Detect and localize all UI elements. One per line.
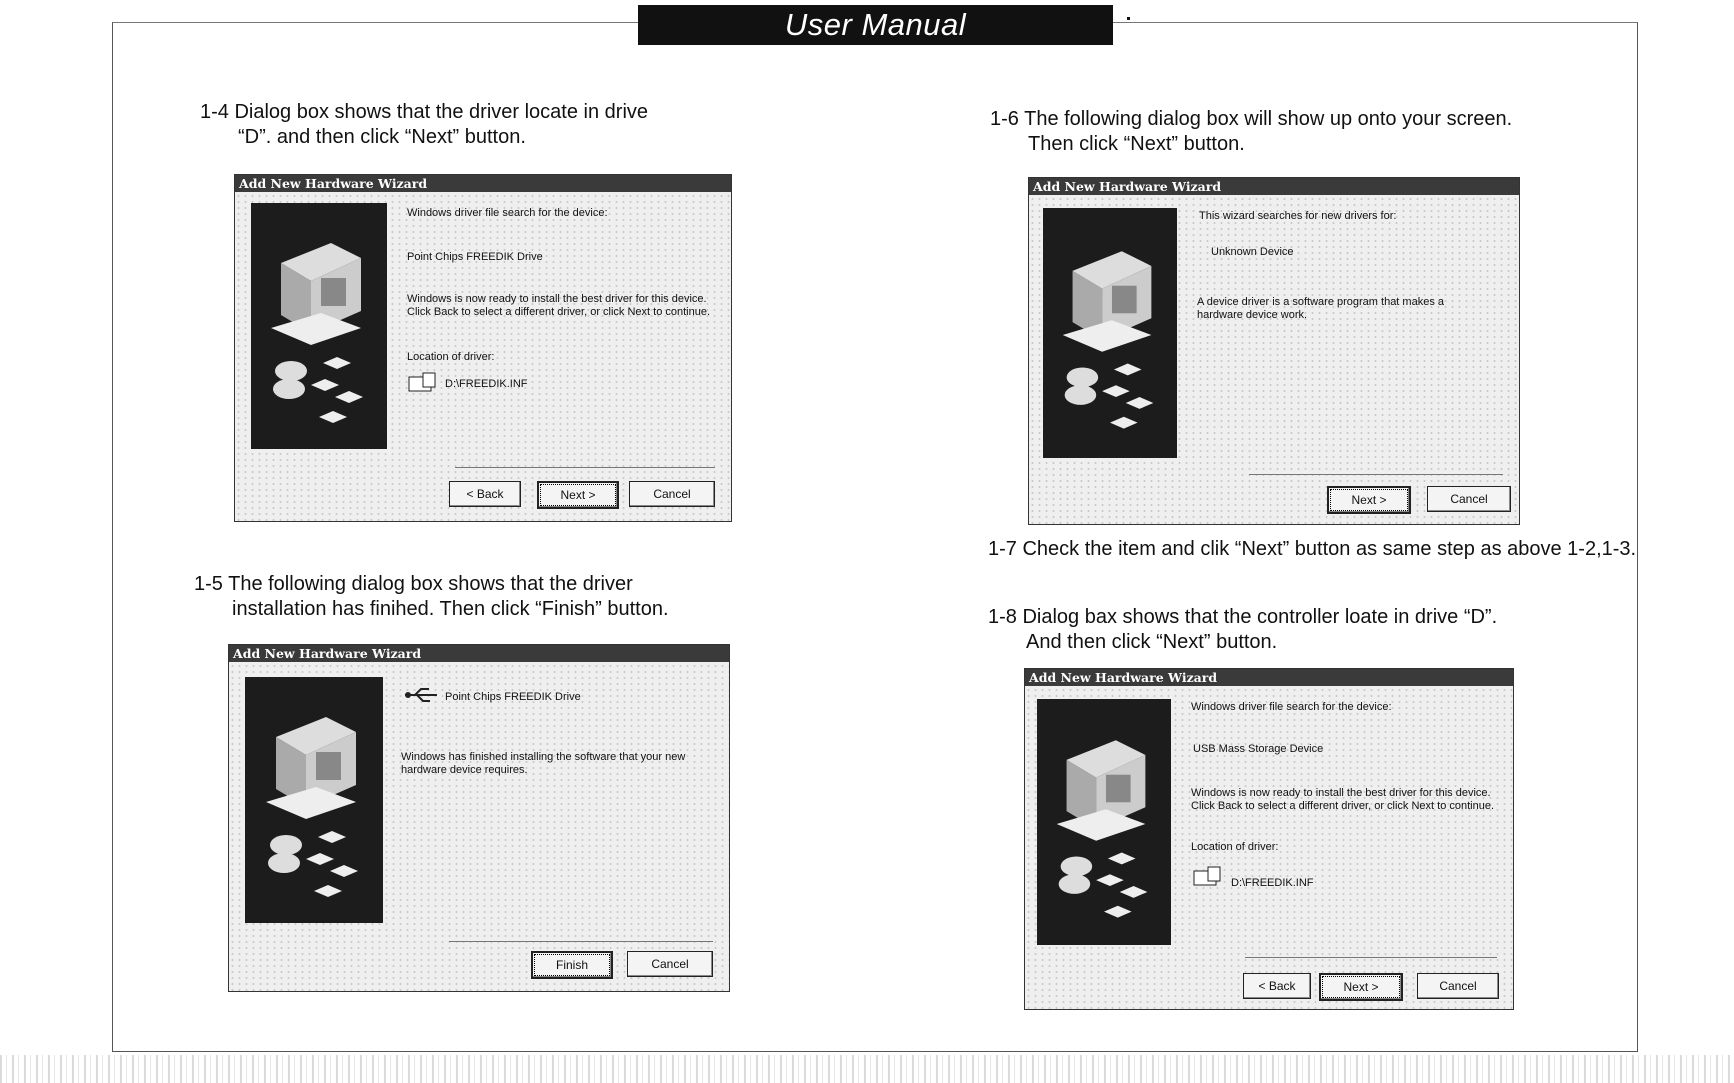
step-text-line1: The following dialog box shows that the driver	[228, 573, 633, 595]
cancel-button[interactable]: Cancel	[627, 951, 713, 977]
driver-file-icon	[1191, 865, 1225, 889]
step-1-5	[194, 572, 669, 622]
step-1-6	[990, 107, 1512, 157]
location-path: D:\FREEDIK.INF	[1231, 877, 1314, 889]
header-dot	[1127, 17, 1130, 20]
device-name: Point Chips FREEDIK Drive	[445, 691, 581, 703]
step-text-line2: And then click “Next” button.	[1026, 631, 1278, 653]
back-button[interactable]: < Back	[449, 481, 521, 507]
cancel-button[interactable]: Cancel	[629, 481, 715, 507]
location-path: D:\FREEDIK.INF	[445, 378, 528, 390]
cancel-button[interactable]: Cancel	[1427, 486, 1511, 512]
step-number: 1-4	[200, 101, 229, 123]
step-text-line1: Dialog bax shows that the controller loate in drive “D”.	[1022, 606, 1498, 628]
step-text-line2: installation has finihed. Then click “Finish” button.	[232, 598, 669, 620]
ready-text: Windows is now ready to install the best driver for this device. Click Back to select a different driver, or click Next to continue.	[407, 293, 711, 318]
wizard-dialog-1-8	[1024, 668, 1514, 1010]
button-divider	[1249, 474, 1503, 475]
driver-file-icon	[407, 371, 439, 395]
ready-text: Windows is now ready to install the best driver for this device. Click Back to select a different driver, or click Next to continue.	[1191, 787, 1495, 812]
location-label: Location of driver:	[407, 351, 495, 363]
scan-edge-noise	[0, 1055, 1734, 1083]
dialog-titlebar: Add New Hardware Wizard	[1025, 669, 1513, 686]
step-1-4	[200, 100, 648, 150]
back-button[interactable]: < Back	[1243, 973, 1311, 999]
device-name: Unknown Device	[1211, 246, 1294, 258]
step-text-line1: Check the item and clik “Next” button as same step as above 1-2,1-3.	[1022, 538, 1637, 560]
wizard-illustration-icon	[1037, 699, 1171, 945]
wizard-illustration-icon	[251, 203, 387, 449]
wizard-dialog-1-6	[1028, 177, 1520, 525]
next-button[interactable]: Next >	[1327, 486, 1411, 514]
wizard-illustration-icon	[245, 677, 383, 923]
next-button[interactable]: Next >	[537, 481, 619, 509]
location-label: Location of driver:	[1191, 841, 1279, 853]
next-button[interactable]: Next >	[1319, 973, 1403, 1001]
step-text-line1: Dialog box shows that the driver locate in drive	[234, 101, 649, 123]
search-text: Windows driver file search for the device:	[1191, 701, 1392, 713]
header-banner	[638, 5, 1113, 45]
usb-icon	[403, 685, 439, 705]
step-number: 1-6	[990, 108, 1019, 130]
button-divider	[455, 467, 715, 468]
step-1-8	[988, 605, 1497, 655]
step-text-line2: Then click “Next” button.	[1028, 133, 1245, 155]
finished-text: Windows has finished installing the software that your new hardware device requires.	[401, 751, 686, 776]
step-text-line1: The following dialog box will show up onto your screen.	[1024, 108, 1513, 130]
step-number: 1-8	[988, 606, 1017, 628]
button-divider	[1245, 957, 1497, 958]
info-text: A device driver is a software program that makes a hardware device work.	[1197, 296, 1444, 321]
wizard-illustration-icon	[1043, 208, 1177, 458]
button-divider	[449, 941, 713, 942]
step-text-line2: “D”. and then click “Next” button.	[238, 126, 526, 148]
wizard-dialog-1-4	[234, 174, 732, 522]
search-text: Windows driver file search for the device:	[407, 207, 608, 219]
dialog-titlebar: Add New Hardware Wizard	[235, 175, 731, 192]
dialog-titlebar: Add New Hardware Wizard	[1029, 178, 1519, 195]
step-number: 1-5	[194, 573, 223, 595]
device-name: USB Mass Storage Device	[1193, 743, 1324, 755]
finish-button[interactable]: Finish	[531, 951, 613, 979]
cancel-button[interactable]: Cancel	[1417, 973, 1499, 999]
search-text: This wizard searches for new drivers for:	[1199, 210, 1397, 222]
device-name: Point Chips FREEDIK Drive	[407, 251, 543, 263]
step-1-7	[988, 537, 1636, 562]
page-title: User Manual	[784, 7, 967, 42]
step-number: 1-7	[988, 538, 1017, 560]
dialog-titlebar: Add New Hardware Wizard	[229, 645, 729, 662]
wizard-dialog-1-5	[228, 644, 730, 992]
